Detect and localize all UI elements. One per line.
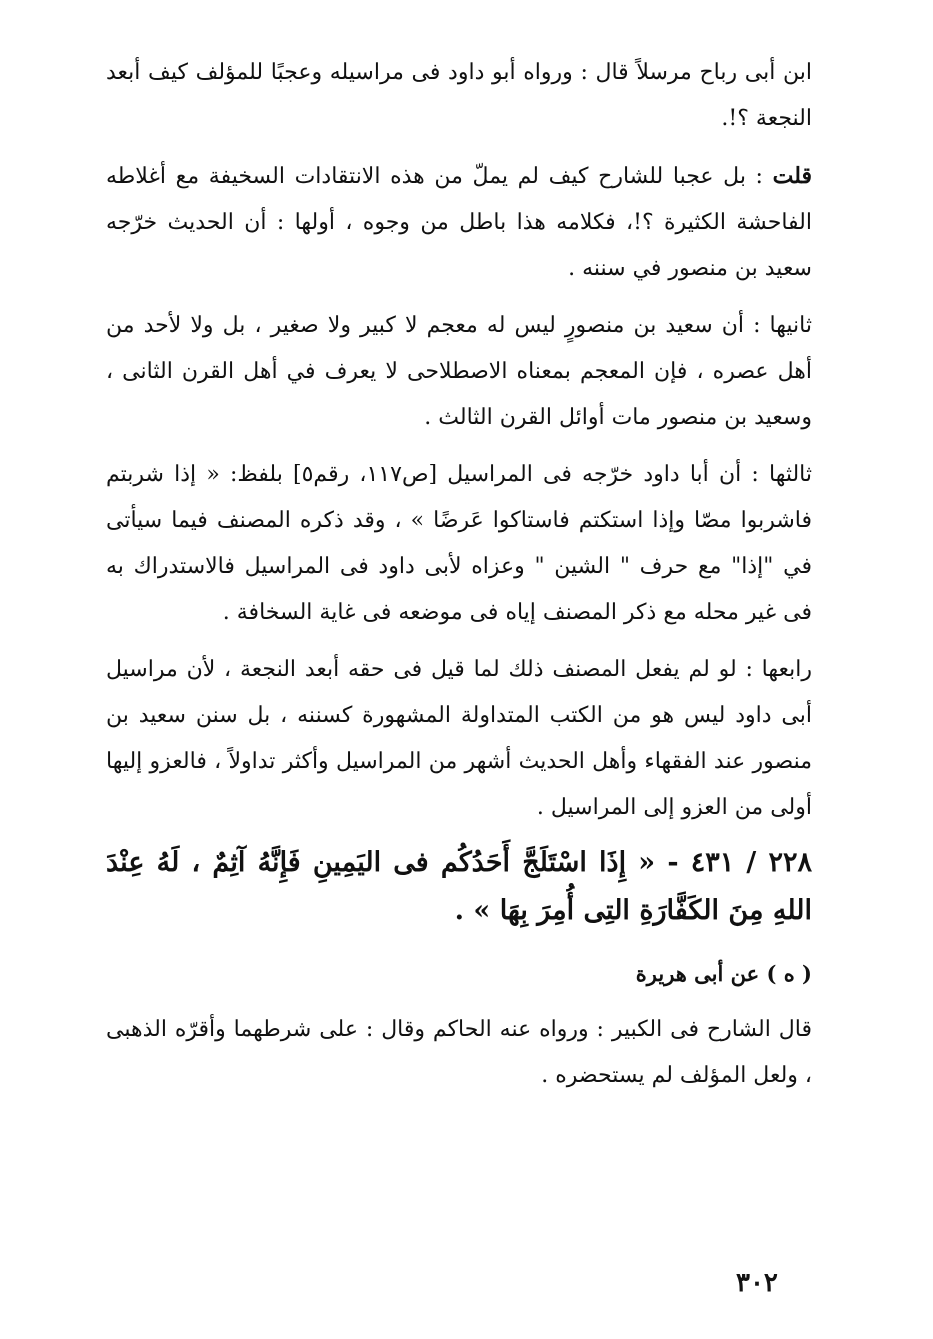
paragraph-commentary: قال الشارح فى الكبير : ورواه عنه الحاكم وقال : على شرطهما وأقرّه الذهبى ، ولعل المؤلف لم يستحضره . <box>106 1017 812 1088</box>
page-body <box>106 50 812 1110</box>
page-number: ٣٠٢ <box>736 1268 778 1298</box>
paragraph-fourth-point: رابعها : لو لم يفعل المصنف ذلك لما قيل فى حقه أبعد النجعة ، لأن مراسيل أبى داود ليس هو من الكتب المتداولة المشهورة كسننه ، بل سنن سعيد بن منصور عند الفقهاء وأهل الحديث أشهر من المراسيل وأكثر تداولاً ، فالعزو إليها أولى من العزو إلى المراسيل . <box>106 657 812 820</box>
hadith-text: ٢٢٨ / ٤٣١ - « إِذَا اسْتَلَجَّ أَحَدُكُم فى اليَمِينِ فَإِنَّهُ آثِمٌ ، لَهُ عِنْدَ اللهِ مِنَ الكَفَّارَةِ التِى أُمِرَ بِهَا » . <box>106 847 812 926</box>
paragraph-second-point: ثانيها : أن سعيد بن منصورٍ ليس له معجم لا كبير ولا صغير ، بل ولا لأحد من أهل عصره ، فإن المعجم بمعناه الاصطلاحى لا يعرف في أهل القرن الثانى ، وسعيد بن منصور مات أوائل القرن الثالث . <box>106 313 812 430</box>
paragraph-rebuttal-text: : بل عجبا للشارح كيف لم يملّ من هذه الانتقادات السخيفة مع أغلاطه الفاحشة الكثيرة ؟!، فكلامه هذا باطل من وجوه ، أولها : أن الحديث خرّجه سعيد بن منصور في سننه . <box>106 164 812 281</box>
paragraph-continuation: ابن أبى رباح مرسلاً قال : ورواه أبو داود فى مراسيله وعجبًا للمؤلف كيف أبعد النجعة ؟!. <box>106 60 812 131</box>
paragraph-rebuttal <box>106 153 812 292</box>
paragraph-lead-word: قلت <box>772 163 812 189</box>
paragraph-third-point: ثالثها : أن أبا داود خرّجه فى المراسيل [ص١١٧، رقم٥] بلفظ: « إذا شربتم فاشربوا مصّا وإذا استكتم فاستاكوا عَرضًا » ، وقد ذكره المصنف فيما سيأتى في "إذا" مع حرف " الشين " وعزاه لأبى داود فى المراسيل فالاستدراك به فى غير محله مع ذكر المصنف إياه فى موضعه فى غاية السخافة . <box>106 462 813 625</box>
hadith-source: ( ه ) عن أبى هريرة <box>635 961 812 986</box>
